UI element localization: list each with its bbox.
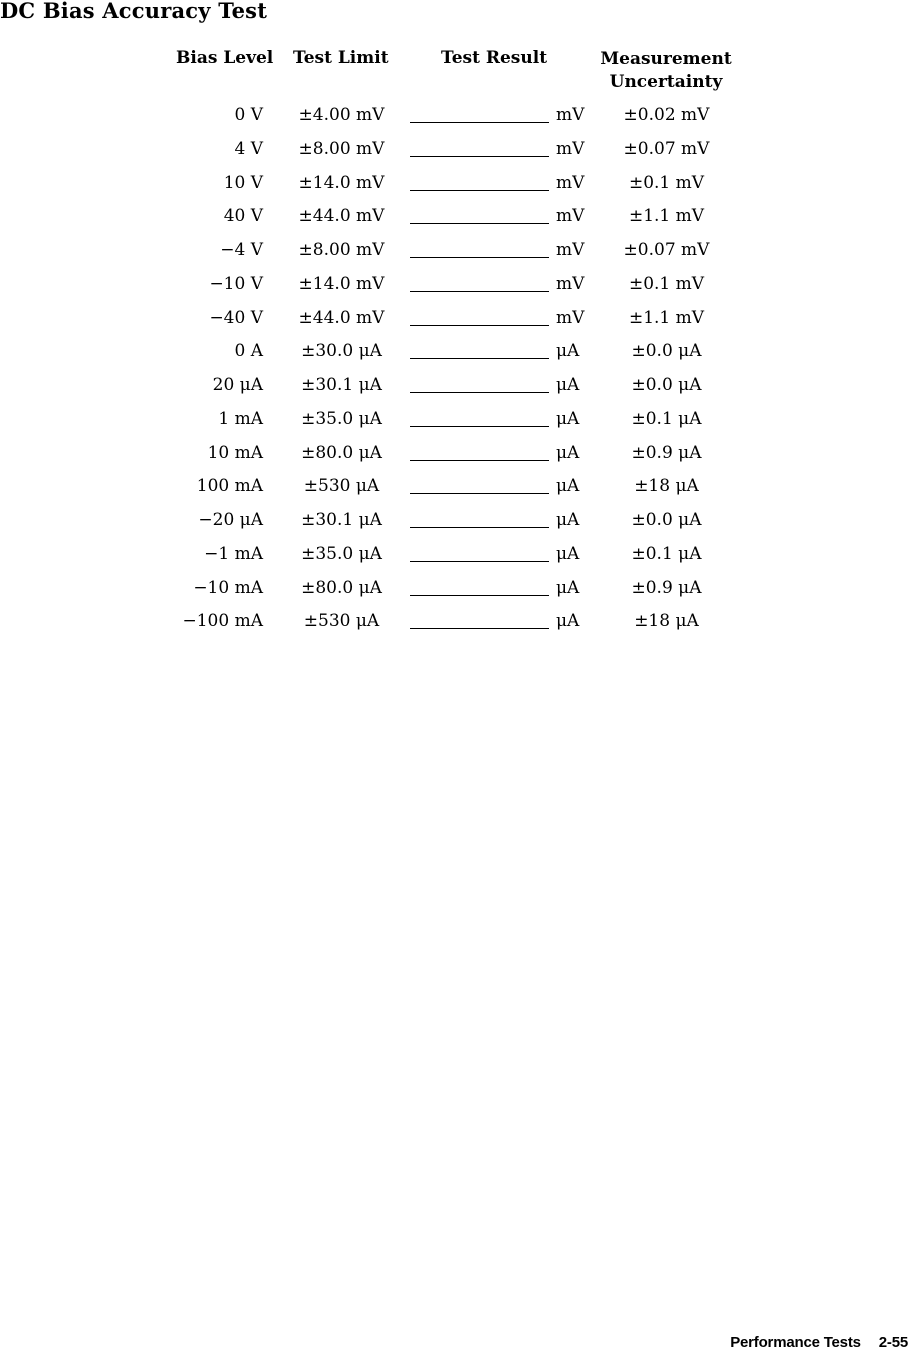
- measurement-uncertainty-cell: ±0.1 mV: [628, 273, 705, 294]
- measurement-uncertainty-cell: ±0.02 mV: [623, 105, 710, 125]
- test-limit-cell: ±44.0 mV: [298, 206, 385, 227]
- measurement-uncertainty-cell: ±0.07 mV: [623, 240, 710, 260]
- bias-level-cell: 10 V: [223, 172, 263, 193]
- table-row: [0, 274, 908, 298]
- column-header-uncertainty-line1: Measurement: [600, 49, 732, 69]
- footer-page-number: 2-55: [878, 1334, 908, 1351]
- table-row: [0, 240, 908, 264]
- test-result-blank-line[interactable]: [410, 190, 549, 191]
- bias-level-cell: 10 mA: [207, 442, 263, 463]
- measurement-uncertainty-cell: ±0.1 μA: [631, 408, 702, 429]
- bias-level-cell: −10 V: [209, 273, 263, 294]
- test-result-unit: μA: [556, 341, 580, 362]
- bias-level-cell: −1 mA: [204, 543, 263, 564]
- table-row: [0, 173, 908, 197]
- bias-level-cell: 100 mA: [196, 476, 263, 497]
- test-result-unit: μA: [556, 611, 580, 632]
- footer-section-name: Performance Tests: [730, 1334, 861, 1351]
- measurement-uncertainty-cell: ±0.9 μA: [631, 442, 702, 463]
- test-result-blank-line[interactable]: [410, 628, 549, 629]
- measurement-uncertainty-cell: ±1.1 mV: [628, 206, 705, 227]
- bias-level-cell: 40 V: [223, 206, 263, 227]
- table-row: [0, 308, 908, 332]
- test-result-blank-line[interactable]: [410, 561, 549, 562]
- bias-level-cell: −10 mA: [193, 577, 263, 598]
- test-result-unit: mV: [556, 273, 585, 294]
- test-result-unit: μA: [556, 476, 580, 497]
- column-header-test-result: Test Result: [441, 48, 548, 68]
- measurement-uncertainty-cell: ±18 μA: [634, 611, 699, 632]
- test-limit-cell: ±530 μA: [303, 611, 380, 632]
- test-limit-cell: ±530 μA: [303, 476, 380, 497]
- bias-level-cell: 1 mA: [218, 408, 263, 429]
- measurement-uncertainty-cell: ±0.1 μA: [631, 543, 702, 564]
- table-row: [0, 206, 908, 230]
- bias-level-cell: 4 V: [234, 138, 263, 159]
- test-limit-cell: ±30.1 μA: [301, 375, 382, 395]
- table-row: [0, 611, 908, 635]
- measurement-uncertainty-cell: ±0.0 μA: [631, 510, 702, 530]
- test-result-unit: mV: [556, 206, 585, 227]
- table-row: [0, 476, 908, 500]
- test-result-unit: mV: [556, 105, 585, 125]
- test-result-unit: mV: [556, 307, 585, 328]
- page-title: DC Bias Accuracy Test: [0, 0, 268, 23]
- test-result-unit: μA: [556, 375, 580, 395]
- test-result-unit: μA: [556, 408, 580, 429]
- test-limit-cell: ±35.0 μA: [301, 543, 382, 564]
- table-row: [0, 510, 908, 534]
- measurement-uncertainty-cell: ±18 μA: [634, 476, 699, 497]
- test-limit-cell: ±14.0 mV: [298, 273, 385, 294]
- test-result-blank-line[interactable]: [410, 122, 549, 123]
- test-limit-cell: ±35.0 μA: [301, 408, 382, 429]
- test-result-blank-line[interactable]: [410, 156, 549, 157]
- test-limit-cell: ±80.0 μA: [301, 577, 382, 598]
- test-result-blank-line[interactable]: [410, 358, 549, 359]
- bias-level-cell: 0 A: [234, 341, 263, 362]
- table-row: [0, 375, 908, 399]
- measurement-uncertainty-cell: ±0.0 μA: [631, 341, 702, 362]
- measurement-uncertainty-cell: ±0.9 μA: [631, 577, 702, 598]
- test-result-unit: μA: [556, 543, 580, 564]
- measurement-uncertainty-cell: ±0.0 μA: [631, 375, 702, 395]
- test-limit-cell: ±44.0 mV: [298, 307, 385, 328]
- test-result-unit: mV: [556, 138, 585, 159]
- table-row: [0, 544, 908, 568]
- table-row: [0, 341, 908, 365]
- table-row: [0, 443, 908, 467]
- bias-level-cell: −40 V: [209, 307, 263, 328]
- test-result-blank-line[interactable]: [410, 392, 549, 393]
- bias-level-cell: −100 mA: [182, 611, 263, 632]
- measurement-uncertainty-cell: ±0.1 mV: [628, 172, 705, 193]
- test-result-unit: mV: [556, 172, 585, 193]
- test-result-blank-line[interactable]: [410, 223, 549, 224]
- test-result-blank-line[interactable]: [410, 460, 549, 461]
- measurement-uncertainty-cell: ±1.1 mV: [628, 307, 705, 328]
- bias-level-cell: −4 V: [220, 240, 263, 260]
- bias-level-cell: 0 V: [234, 105, 263, 125]
- table-row: [0, 578, 908, 602]
- test-result-blank-line[interactable]: [410, 527, 549, 528]
- test-result-blank-line[interactable]: [410, 426, 549, 427]
- table-row: [0, 409, 908, 433]
- test-result-unit: μA: [556, 577, 580, 598]
- test-result-unit: mV: [556, 240, 585, 260]
- test-limit-cell: ±4.00 mV: [298, 105, 385, 125]
- test-limit-cell: ±80.0 μA: [301, 442, 382, 463]
- bias-level-cell: 20 μA: [212, 375, 263, 395]
- column-header-bias-level: Bias Level: [176, 48, 274, 68]
- test-result-blank-line[interactable]: [410, 595, 549, 596]
- test-result-blank-line[interactable]: [410, 325, 549, 326]
- table-row: [0, 105, 908, 129]
- test-limit-cell: ±8.00 mV: [298, 240, 385, 260]
- bias-level-cell: −20 μA: [198, 510, 263, 530]
- test-result-blank-line[interactable]: [410, 257, 549, 258]
- test-result-blank-line[interactable]: [410, 291, 549, 292]
- test-result-unit: μA: [556, 442, 580, 463]
- test-limit-cell: ±8.00 mV: [298, 138, 385, 159]
- test-result-blank-line[interactable]: [410, 493, 549, 494]
- test-limit-cell: ±30.0 μA: [301, 341, 382, 362]
- test-limit-cell: ±30.1 μA: [301, 510, 382, 530]
- test-result-unit: μA: [556, 510, 580, 530]
- measurement-uncertainty-cell: ±0.07 mV: [623, 138, 710, 159]
- page-footer: [730, 1334, 908, 1351]
- column-header-test-limit: Test Limit: [293, 48, 389, 68]
- column-header-uncertainty-line2: Uncertainty: [609, 72, 723, 92]
- column-header-measurement-uncertainty: [591, 48, 741, 94]
- test-limit-cell: ±14.0 mV: [298, 172, 385, 193]
- table-row: [0, 139, 908, 163]
